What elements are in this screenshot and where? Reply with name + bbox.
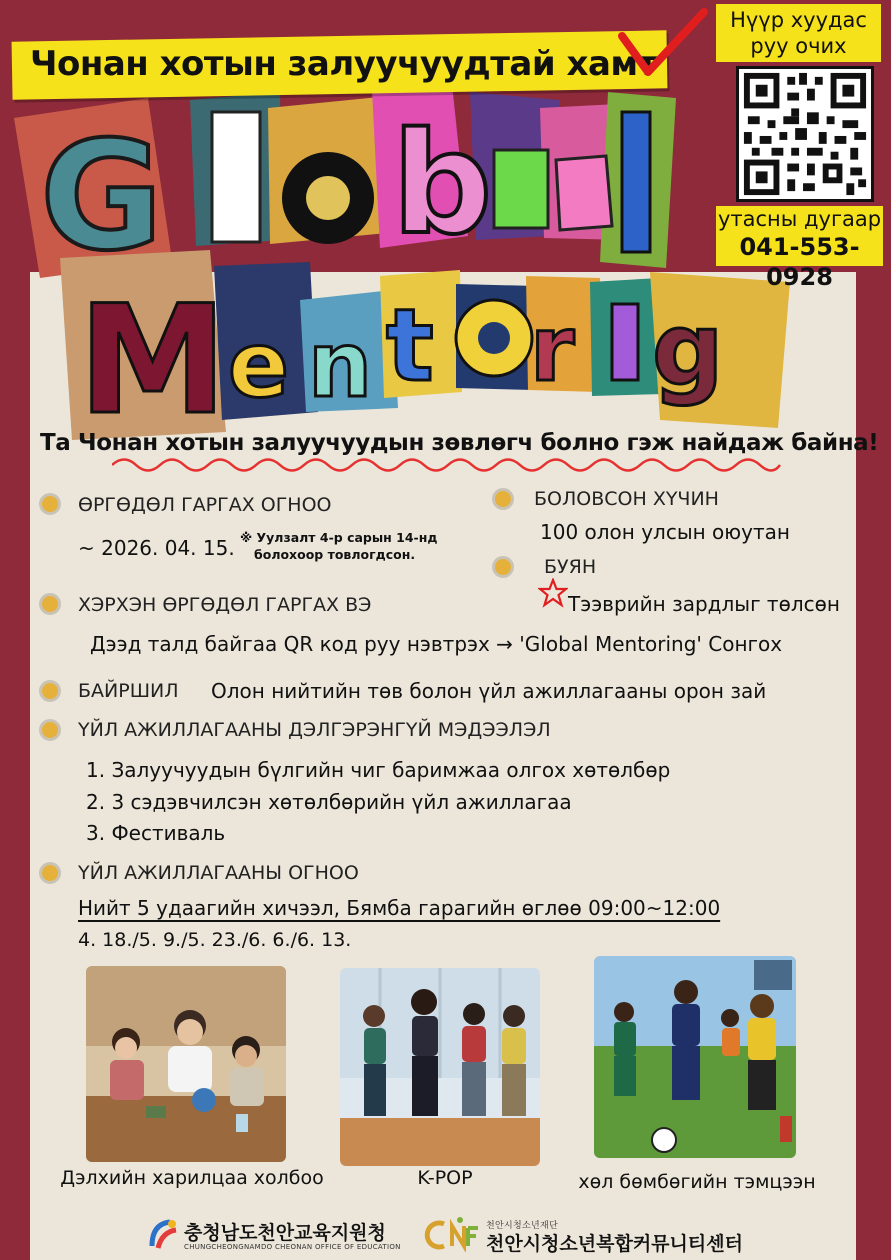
deadline-value: ~ 2026. 04. 15.: [78, 536, 235, 560]
staff-value: 100 олон улсын оюутан: [540, 520, 790, 544]
activity-dates: 4. 18./5. 9./5. 23./6. 6./6. 13.: [78, 929, 352, 951]
photo-caption: K-POP: [417, 1167, 473, 1189]
how-to-apply-value: Дээд талд байгаа QR код руу нэвтрэх → 'Global Mentoring' Сонгох: [90, 632, 783, 656]
benefit-value: Тээврийн зардлыг төлсөн: [568, 592, 840, 616]
bullet-icon: [39, 862, 61, 884]
bullet-icon: [39, 719, 61, 741]
youth-center-name: 천안시청소년복합커뮤니티센터: [486, 1233, 743, 1255]
activity-item: 3. Фестиваль: [86, 821, 226, 845]
location-value: Олон нийтийн төв болон үйл ажиллагааны орон зай: [211, 679, 767, 703]
phone-number[interactable]: 041-553-0928: [739, 233, 860, 291]
svg-text:r: r: [530, 297, 575, 402]
banner-title: Чонан хотын залуучуудтай хамт: [30, 44, 657, 84]
deadline-note-2: болохоор товлогдсон.: [254, 547, 416, 562]
checkmark-icon: [612, 6, 712, 86]
photo-caption: Дэлхийн харилцаа холбоо: [60, 1167, 324, 1189]
qr-code-icon: [739, 69, 871, 199]
svg-text:b: b: [392, 103, 493, 266]
staff-label: БОЛОВСОН ХҮЧИН: [534, 488, 719, 510]
squiggle-underline: [112, 454, 782, 476]
education-office-subtitle: CHUNGCHEONGNAMDO CHEONAN OFFICE OF EDUCATION: [184, 1243, 401, 1251]
home-page-link[interactable]: Нүүр хуудас руу очих: [716, 4, 881, 62]
qr-code[interactable]: [736, 66, 874, 202]
bullet-icon: [39, 593, 61, 615]
youth-foundation-name: 천안시청소년재단: [486, 1221, 558, 1231]
youth-center-logo-icon: [424, 1216, 480, 1252]
bullet-icon: [492, 556, 514, 578]
bullet-icon: [492, 488, 514, 510]
activity-dates-label: ҮЙЛ АЖИЛЛАГААНЫ ОГНОО: [78, 862, 359, 884]
how-to-apply-label: ХЭРХЭН ӨРГӨДӨЛ ГАРГАХ ВЭ: [78, 594, 372, 616]
svg-text:e: e: [228, 313, 290, 418]
svg-text:n: n: [308, 313, 373, 418]
activity-item: 2. 3 сэдэвчилсэн хөтөлбөрийн үйл ажиллагаа: [86, 790, 572, 814]
photo-kpop: [340, 968, 540, 1166]
star-icon: [538, 578, 568, 608]
photo-football: [594, 956, 796, 1158]
phone-box: [716, 206, 883, 291]
location-label: БАЙРШИЛ: [78, 680, 179, 702]
activity-item: 1. Залуучуудын бүлгийн чиг баримжаа олгох хөтөлбөр: [86, 758, 671, 782]
bullet-icon: [39, 493, 61, 515]
activity-details-label: ҮЙЛ АЖИЛЛАГААНЫ ДЭЛГЭРЭНГҮЙ МЭДЭЭЛЭЛ: [78, 719, 551, 741]
activity-schedule: Нийт 5 удаагийн хичээл, Бямба гарагийн өглөө 09:00~12:00: [78, 896, 721, 920]
tagline: Та Чонан хотын залуучуудын зөвлөгч болно гэж найдаж байна!: [40, 430, 879, 456]
benefit-label: БУЯН: [544, 556, 597, 578]
svg-text:t: t: [386, 287, 434, 404]
svg-text:M: M: [78, 274, 228, 440]
education-office-logo-icon: [148, 1218, 180, 1252]
deadline-note-1: ※ Уулзалт 4-р сарын 14-нд: [240, 530, 438, 545]
phone-label: утасны дугаар: [717, 207, 882, 231]
svg-text:g: g: [652, 291, 724, 408]
deadline-label: ӨРГӨДӨЛ ГАРГАХ ОГНОО: [78, 494, 332, 516]
bullet-icon: [39, 680, 61, 702]
title-letter-g: G: [40, 110, 164, 284]
education-office-name: 충청남도천안교육지원청: [184, 1222, 386, 1244]
photo-caption: хөл бөмбөгийн тэмцээн: [578, 1171, 816, 1193]
photo-global-communication: [86, 966, 286, 1162]
